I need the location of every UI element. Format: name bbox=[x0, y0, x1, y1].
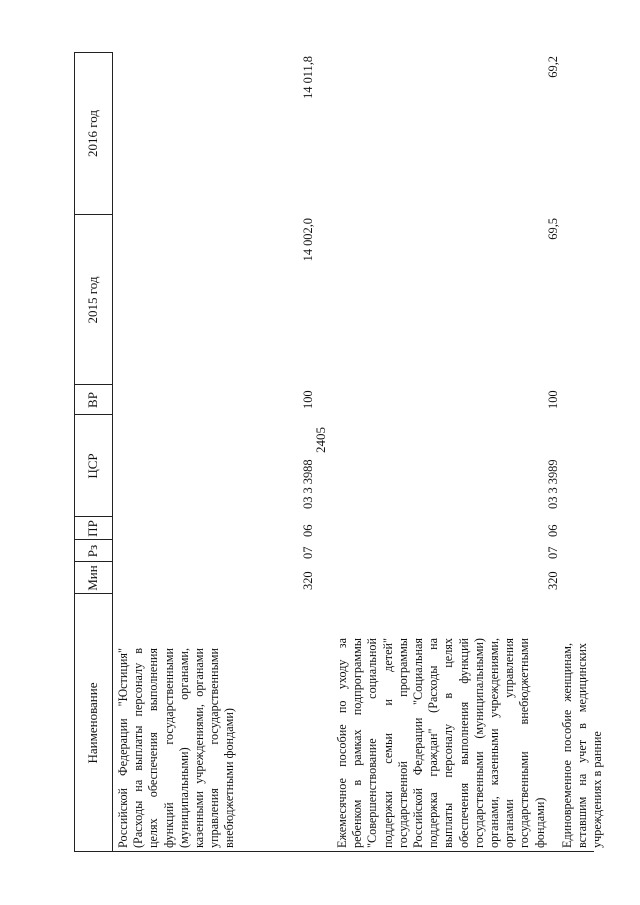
row-rz: 07 bbox=[301, 546, 315, 559]
header-vr: ВР bbox=[85, 392, 100, 408]
row-name: Ежемесячное пособие по уходу за ребенком в рамках подпрограммы "Совершенствование социальной поддержки семьи и детей" государственной программы Российской Федерации "Социальная поддержка граждан" (Расходы на выплаты персоналу в целях обеспечения выполнения функций государственными (муниципальными) органами, казенными учреждениями, органами управления государственными внебюджетными фондами) bbox=[335, 638, 547, 848]
row-2016: 14 011,8 bbox=[301, 56, 315, 99]
row-2015: 14 002,0 bbox=[301, 218, 315, 262]
header-name: Наименование bbox=[85, 682, 100, 764]
table-border-left bbox=[74, 851, 594, 852]
row-pr: 06 bbox=[546, 524, 560, 537]
row-csr: 03 3 3988 bbox=[301, 459, 315, 509]
row-rz: 07 bbox=[546, 546, 560, 559]
header-pr: ПР bbox=[85, 520, 100, 537]
row-2016: 69,2 bbox=[546, 56, 560, 78]
header-rz: Рз bbox=[85, 544, 100, 558]
budget-table bbox=[74, 52, 605, 852]
row-min: 320 bbox=[546, 571, 560, 590]
header-2016: 2016 год bbox=[85, 110, 100, 157]
row-name: Российской Федерации "Юстиция" (Расходы на выплаты персоналу в целях обеспечения выполнения функций государственными (муниципальными) органами, казенными учреждениями, органами управления государственными внебюджетными фондами) bbox=[116, 648, 237, 848]
header-csr: ЦСР bbox=[85, 453, 100, 479]
row-2015: 69,5 bbox=[546, 218, 560, 240]
header-2015: 2015 год bbox=[85, 276, 100, 324]
header-divider bbox=[112, 52, 113, 852]
page-number: 2405 bbox=[313, 427, 328, 453]
row-csr: 03 3 3989 bbox=[546, 459, 560, 509]
row-min: 320 bbox=[301, 571, 315, 590]
row-name: Единовременное пособие женщинам, вставшим на учет в медицинских учреждениях в ранние bbox=[560, 643, 605, 848]
row-vr: 100 bbox=[301, 390, 315, 409]
row-vr: 100 bbox=[546, 390, 560, 409]
header-min: Мин bbox=[85, 565, 100, 591]
row-pr: 06 bbox=[301, 524, 315, 537]
